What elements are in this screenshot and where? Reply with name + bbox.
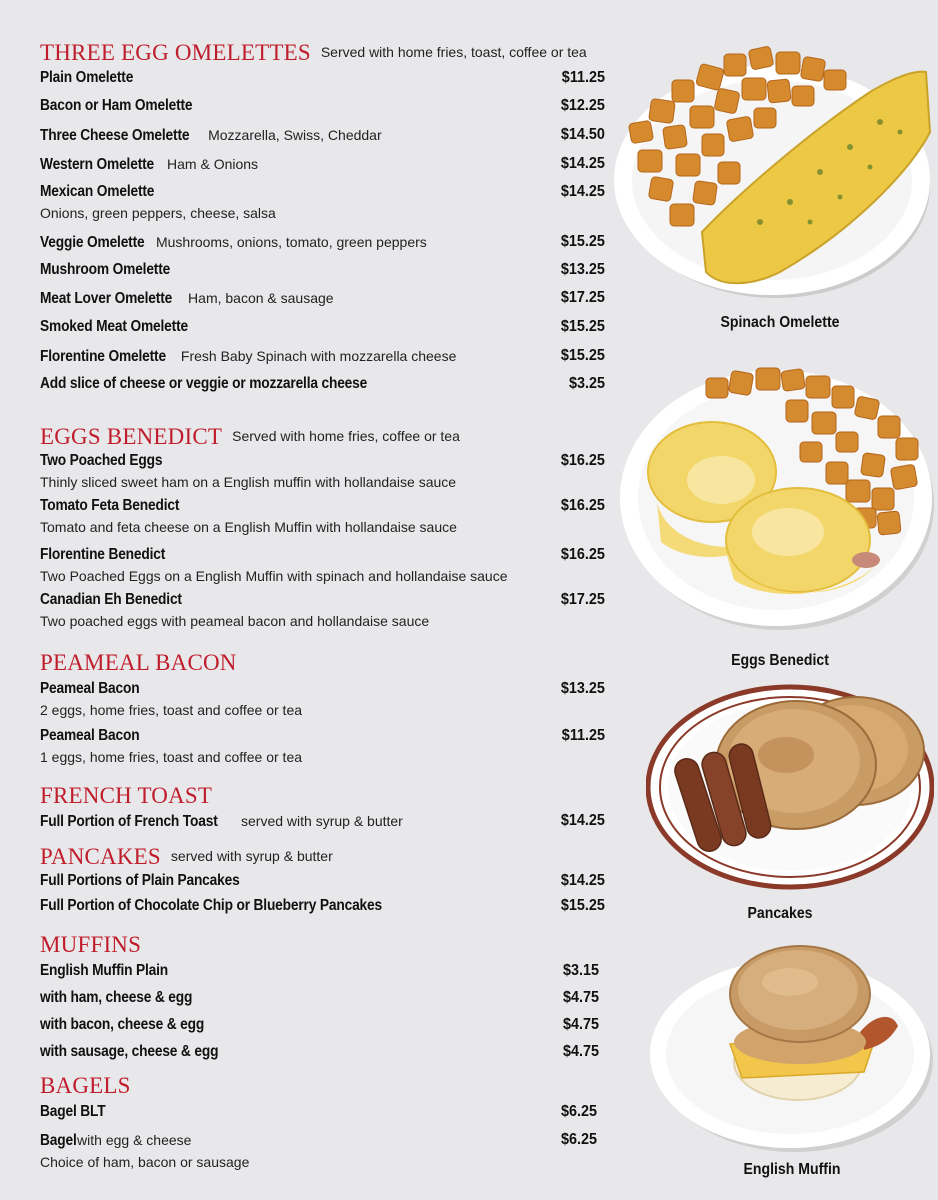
price: $6.25 bbox=[560, 1103, 597, 1120]
pancakes-caption: Pancakes bbox=[747, 905, 813, 922]
price: $14.25 bbox=[560, 155, 605, 172]
price: $15.25 bbox=[560, 233, 605, 250]
price: $16.25 bbox=[560, 497, 605, 514]
benedict-caption: Eggs Benedict bbox=[731, 652, 829, 669]
menu-item: Mushroom Omelette $13.25 bbox=[40, 261, 605, 278]
menu-item: Plain Omelette $11.25 bbox=[40, 69, 605, 86]
price: $3.25 bbox=[568, 375, 605, 392]
section-title-french-toast: FRENCH TOAST bbox=[40, 783, 213, 808]
price: $3.15 bbox=[562, 962, 599, 979]
section-title-pancakes: PANCAKES $^{served with syrup \& butter}$ bbox=[40, 844, 333, 869]
price: $15.25 bbox=[560, 897, 605, 914]
menu-item: Bagel BLT $6.25 bbox=[40, 1103, 597, 1120]
omelette-photo bbox=[610, 22, 935, 307]
price: $11.25 bbox=[561, 69, 605, 86]
section-title-omelettes: THREE EGG OMELETTES $^{Served with home fries, toast, coffee or tea}$ bbox=[40, 40, 587, 65]
menu-item: Canadian Eh Benedict $17.25 Two poached eggs with peameal bacon and hollandaise sauce bbox=[40, 591, 605, 629]
price: $14.25 bbox=[560, 183, 605, 200]
menu-item: Western Omelette Ham & Onions $14.25 bbox=[40, 155, 605, 173]
menu-item: Florentine Benedict $16.25 Two Poached Eggs on a English Muffin with spinach and hollandaise sauce bbox=[40, 546, 605, 584]
menu-item: Florentine Omelette Fresh Baby Spinach with mozzarella cheese $15.25 bbox=[40, 347, 605, 365]
price: $17.25 bbox=[560, 591, 605, 608]
price: $14.50 bbox=[560, 126, 605, 143]
menu-item: with bacon, cheese & egg $4.75 bbox=[40, 1016, 599, 1033]
menu-item: Full Portion of Chocolate Chip or Blueberry Pancakes $15.25 bbox=[40, 897, 605, 914]
price: $13.25 bbox=[560, 261, 605, 278]
menu-item: Tomato Feta Benedict $16.25 Tomato and feta cheese on a English Muffin with hollandaise sauce bbox=[40, 497, 605, 535]
menu-item: English Muffin Plain $3.15 bbox=[40, 962, 599, 979]
price: $11.25 bbox=[561, 727, 605, 744]
menu-item: Meat Lover Omelette Ham, bacon & sausage $17.25 bbox=[40, 289, 605, 307]
menu-item: with sausage, cheese & egg $4.75 bbox=[40, 1043, 599, 1060]
omelette-caption: Spinach Omelette bbox=[720, 314, 840, 331]
price: $16.25 bbox=[560, 546, 605, 563]
price: $15.25 bbox=[560, 318, 605, 335]
menu-item: Add slice of cheese or veggie or mozzarella cheese $3.25 bbox=[40, 375, 605, 392]
menu-item: Mexican Omelette $14.25 Onions, green peppers, cheese, salsa bbox=[40, 183, 605, 221]
menu-item: Two Poached Eggs $16.25 Thinly sliced sweet ham on a English muffin with hollandaise sauce bbox=[40, 452, 605, 490]
menu-item: Bagel with egg & cheese $6.25 Choice of ham, bacon or sausage bbox=[40, 1131, 597, 1170]
price: $14.25 bbox=[560, 812, 605, 829]
price: $13.25 bbox=[560, 680, 605, 697]
price: $16.25 bbox=[560, 452, 605, 469]
menu-item: Veggie Omelette Mushrooms, onions, tomato, green peppers $15.25 bbox=[40, 233, 605, 251]
section-title-peameal: PEAMEAL BACON bbox=[40, 650, 237, 675]
price: $14.25 bbox=[560, 872, 605, 889]
price: $6.25 bbox=[560, 1131, 597, 1148]
price: $4.75 bbox=[562, 1043, 599, 1060]
section-subtitle: Served with home fries, toast, coffee or tea bbox=[320, 44, 587, 60]
menu-item: Bacon or Ham Omelette $12.25 bbox=[40, 97, 605, 114]
price: $12.25 bbox=[560, 97, 605, 114]
section-title-benedict: EGGS BENEDICT $^{Served with home fries, coffee or tea}$ bbox=[40, 424, 460, 449]
menu-item: Smoked Meat Omelette $15.25 bbox=[40, 318, 605, 335]
price: $4.75 bbox=[562, 989, 599, 1006]
benedict-photo bbox=[616, 362, 936, 634]
price: $4.75 bbox=[562, 1016, 599, 1033]
menu-item: Full Portions of Plain Pancakes $14.25 bbox=[40, 872, 605, 889]
menu-item: Three Cheese Omelette Mozzarella, Swiss, Cheddar $14.50 bbox=[40, 126, 605, 144]
muffin-photo bbox=[650, 932, 935, 1157]
section-title-bagels: BAGELS bbox=[40, 1073, 131, 1098]
menu-item: with ham, cheese & egg $4.75 bbox=[40, 989, 599, 1006]
menu-item: Peameal Bacon $11.25 1 eggs, home fries, toast and coffee or tea bbox=[40, 727, 605, 765]
section-subtitle: served with syrup & butter bbox=[170, 848, 333, 864]
menu-item: Peameal Bacon $13.25 2 eggs, home fries, toast and coffee or tea bbox=[40, 680, 605, 718]
muffin-caption: English Muffin bbox=[743, 1161, 841, 1178]
menu-item: Full Portion of French Toast served with syrup & butter $14.25 bbox=[40, 812, 605, 830]
pancakes-photo bbox=[646, 683, 934, 893]
section-subtitle: Served with home fries, coffee or tea bbox=[232, 428, 460, 444]
section-title-muffins: MUFFINS bbox=[40, 932, 142, 957]
price: $17.25 bbox=[560, 289, 605, 306]
price: $15.25 bbox=[560, 347, 605, 364]
